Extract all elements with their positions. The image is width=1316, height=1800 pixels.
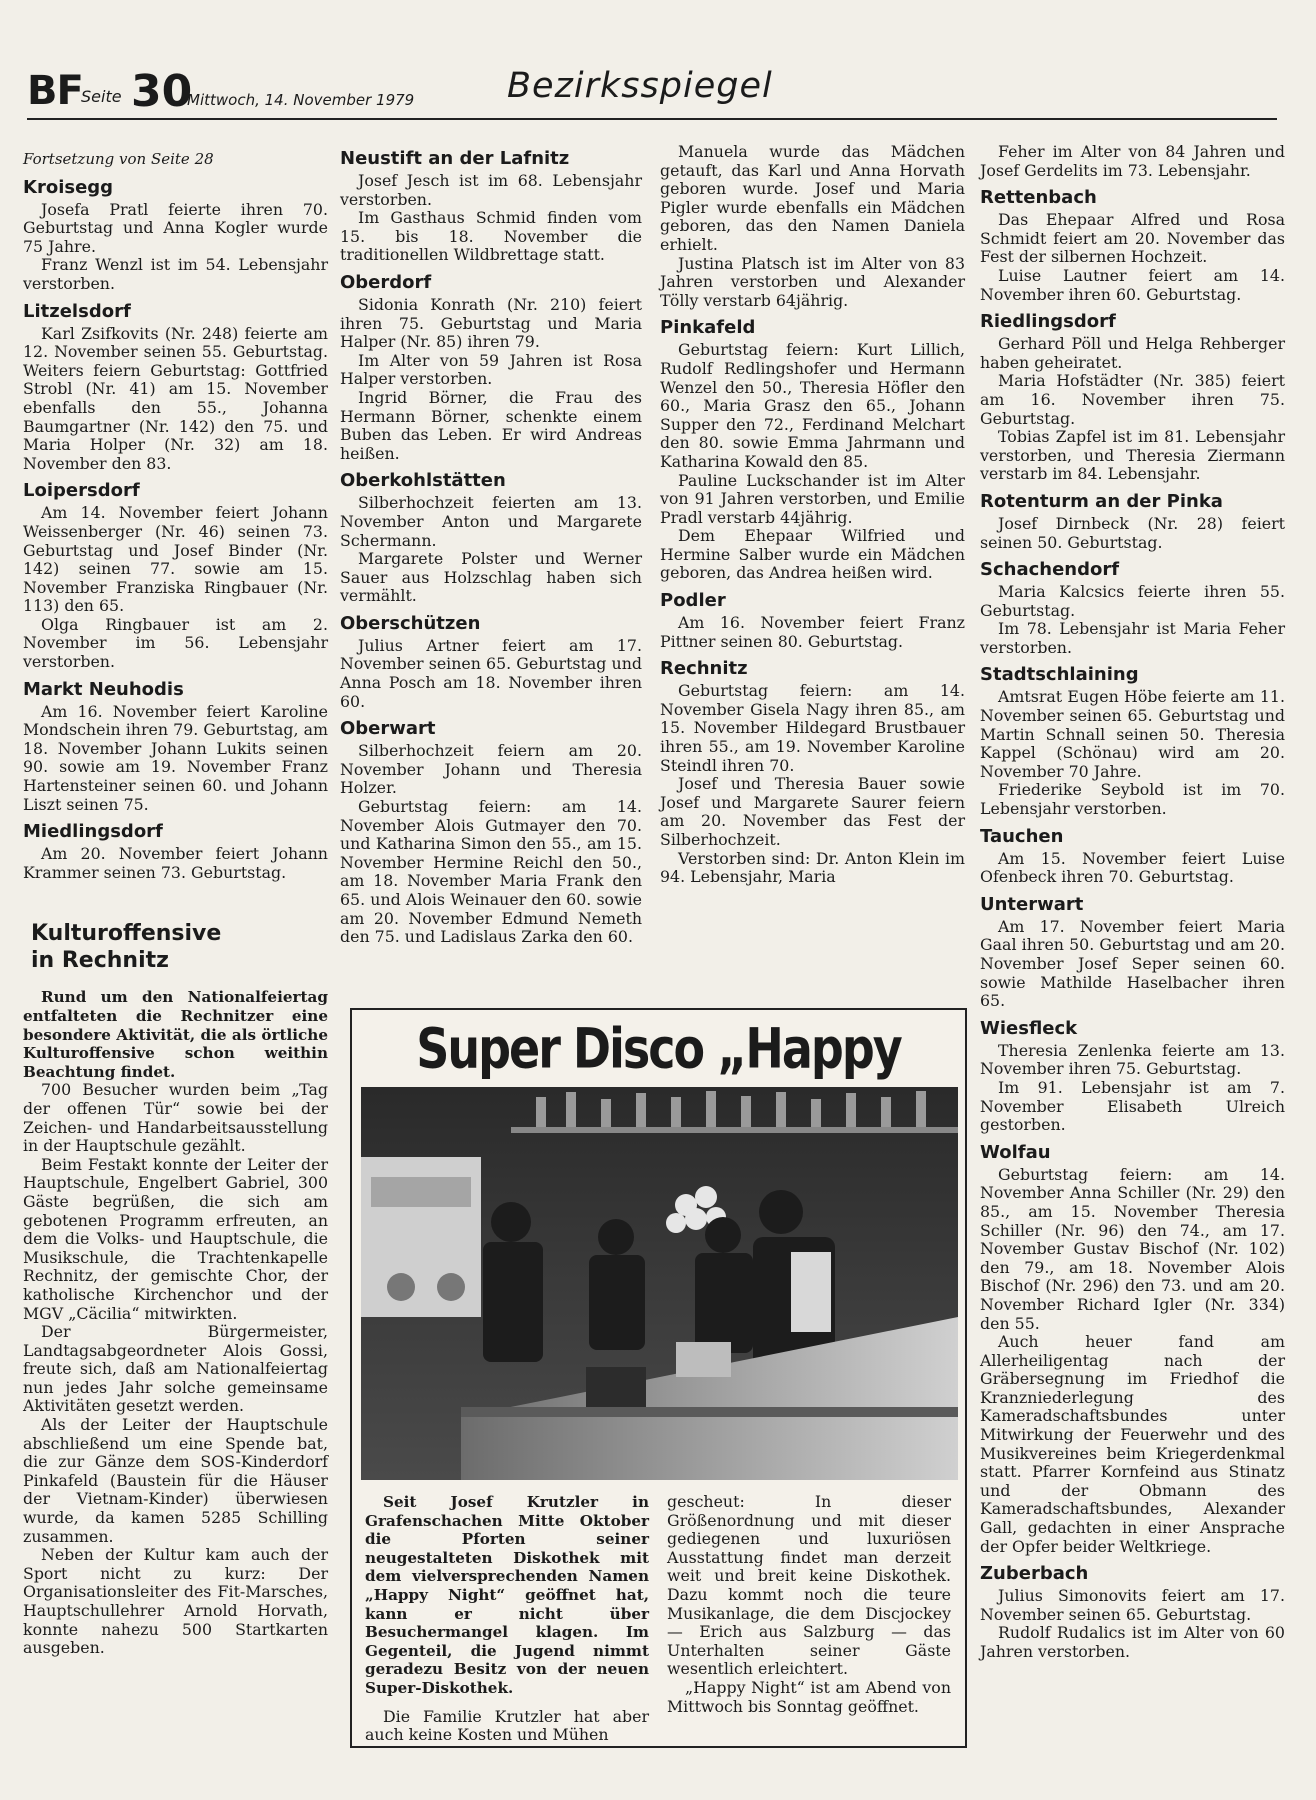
article-lead: Rund um den Nationalfeiertag entfalteten die Rechnitzer eine besondere Aktivität, die als örtliche Kulturoffensive schon weithin Beachtung findet. — [23, 988, 328, 1081]
continuation-note: Fortsetzung von Seite 28 — [23, 150, 214, 168]
news-paragraph: Josef Dirnbeck (Nr. 28) feiert seinen 50. Geburtstag. — [980, 513, 1285, 552]
news-paragraph: Silberhochzeit feiern am 20. November Johann und Theresia Holzer. — [340, 741, 642, 798]
page-number: 30 — [131, 66, 193, 117]
news-paragraph: Am 17. November feiert Maria Gaal ihren 50. Geburtstag und am 20. November Josef Seper seinen 60. sowie Mathilde Haselbacher ihren 65. — [980, 916, 1285, 1011]
article-paragraph: Beim Festakt konnte der Leiter der Hauptschule, Engelbert Gabriel, 300 Gäste begrüßen, die sich am gebotenen Programm erfreuten, an dem die Volks- und Hauptschule, die Musikschule, die Trachtenkapelle Rechnitz, der gemischte Chor, der katholische Kirchenchor und der MGV „Cäcilia“ mitwirkten. — [23, 1154, 328, 1323]
place-heading: Wolfau — [980, 1141, 1051, 1163]
news-paragraph: Geburtstag feiern: am 14. November Gisela Nagy ihren 85., am 15. November Hildegard Brustbauer ihren 55., am 19. November Karoline Steindl ihren 70. — [660, 681, 965, 775]
disco-column-left — [365, 1493, 649, 1745]
news-paragraph: Im 78. Lebensjahr ist Maria Feher verstorben. — [980, 619, 1285, 657]
news-paragraph: Julius Artner feiert am 17. November seinen 65. Geburtstag und Anna Posch am 18. November ihren 60. — [340, 635, 642, 711]
news-paragraph: Am 16. November feiert Karoline Mondschein ihren 79. Geburtstag, am 18. November Johann Lukits seinen 90. sowie am 19. November Franz Hartensteiner seinen 60. und Johann Liszt seinen 75. — [23, 701, 328, 814]
news-paragraph: Geburtstag feiern: am 14. November Alois Gutmayer den 70. und Katharina Simon den 55., am 15. November Hermine Reichl den 50., am 18. November Maria Frank den 65. und Alois Weinauer den 60. sowie am 20. November Edmund Nemeth den 75. und Ladislaus Zarka den 60. — [340, 797, 642, 947]
place-heading: Miedlingsdorf — [23, 821, 163, 843]
disco-paragraph: Die Familie Krutzler hat aber auch keine Kosten und Mühen — [365, 1706, 649, 1745]
place-heading: Rechnitz — [660, 658, 748, 680]
disco-article-box — [350, 1008, 967, 1748]
news-paragraph: Im 91. Lebensjahr ist am 7. November Elisabeth Ulreich gestorben. — [980, 1077, 1285, 1135]
news-paragraph: Tobias Zapfel ist im 81. Lebensjahr verstorben, und Theresia Ziermann verstarb im 84. Lebensjahr. — [980, 427, 1285, 484]
section-title: Bezirksspiegel — [507, 66, 773, 106]
news-paragraph: Julius Simonovits feiert am 17. November seinen 65. Geburtstag. — [980, 1586, 1285, 1624]
disco-column-right — [667, 1493, 951, 1716]
column-3 — [660, 143, 965, 887]
news-paragraph: Pauline Luckschander ist im Alter von 91 Jahren verstorben, und Emilie Pradl verstarb 44jährig. — [660, 470, 965, 527]
place-heading: Markt Neuhodis — [23, 678, 184, 700]
place-heading: Rettenbach — [980, 187, 1097, 209]
news-paragraph: Gerhard Pöll und Helga Rehberger haben geheiratet. — [980, 334, 1285, 372]
place-heading: Oberkohlstätten — [340, 470, 506, 492]
news-paragraph: Josef Jesch ist im 68. Lebensjahr verstorben. — [340, 171, 642, 209]
news-paragraph: Feher im Alter von 84 Jahren und Josef Gerdelits im 73. Lebensjahr. — [980, 142, 1285, 180]
disco-lead: Seit Josef Krutzler in Grafenschachen Mitte Oktober die Pforten seiner neugestalteten Diskothek mit dem vielversprechenden Namen „Happy Night“ geöffnet hat, kann er nicht über Besuchermangel klagen. Im Gegenteil, die Jugend nimmt geradezu Besitz von der neuen Super-Diskothek. — [365, 1493, 649, 1697]
news-paragraph: Silberhochzeit feierten am 13. November Anton und Margarete Schermann. — [340, 493, 642, 550]
page-label: Seite — [81, 87, 122, 106]
disco-photo-illustration — [361, 1087, 958, 1480]
article-paragraph: 700 Besucher wurden beim „Tag der offenen Tür“ sowie bei der Zeichen- und Handarbeitsausstellung in der Hauptschule gezählt. — [23, 1080, 328, 1156]
news-paragraph: Amtsrat Eugen Höbe feierte am 11. November seinen 65. Geburtstag und Martin Schnall seinen 50. Theresia Kappel (Schönau) wird am 20. November 70 Jahre. — [980, 687, 1285, 781]
place-heading: Unterwart — [980, 893, 1084, 915]
news-paragraph: Manuela wurde das Mädchen getauft, das Karl und Anna Horvath geboren wurde. Josef und Maria Pigler wurde ebenfalls ein Mädchen geboren, das den Namen Daniela erhielt. — [660, 142, 965, 254]
news-paragraph: Friederike Seybold ist im 70. Lebensjahr verstorben. — [980, 780, 1285, 819]
news-paragraph: Am 14. November feiert Johann Weissenberger (Nr. 46) seinen 73. Geburtstag und Josef Binder (Nr. 142) seinen 77. sowie am 15. November Franziska Ringbauer (Nr. 113) den 65. — [23, 503, 328, 616]
place-heading: Riedlingsdorf — [980, 311, 1116, 333]
place-heading: Kroisegg — [23, 176, 114, 198]
article-headline: Kulturoffensive in Rechnitz — [31, 921, 222, 974]
place-heading: Rotenturm an der Pinka — [980, 490, 1223, 512]
disco-headline: Super Disco „Happy — [416, 1016, 901, 1081]
news-paragraph: Im Gasthaus Schmid finden vom 15. bis 18. November die traditionellen Wildbrettage statt. — [340, 208, 642, 265]
place-heading: Oberdorf — [340, 271, 432, 293]
disco-paragraph: gescheut: In dieser Größenordnung und mit dieser gediegenen und luxuriösen Ausstattung findet man derzeit weit und breit keine Diskothek. Dazu kommt noch die teure Musikanlage, die dem Discjockey — Erich aus Salzburg — das Unterhalten seiner Gäste wesentlich erleichtert. — [667, 1492, 951, 1679]
place-heading: Pinkafeld — [660, 317, 756, 339]
news-paragraph: Rudolf Rudalics ist im Alter von 60 Jahren verstorben. — [980, 1623, 1285, 1661]
news-paragraph: Justina Platsch ist im Alter von 83 Jahren verstorben und Alexander Tölly verstarb 64jährig. — [660, 253, 965, 310]
news-paragraph: Margarete Polster und Werner Sauer aus Holzschlag haben sich vermählt. — [340, 549, 642, 606]
place-heading: Neustift an der Lafnitz — [340, 148, 570, 169]
news-paragraph: Ingrid Börner, die Frau des Hermann Börner, schenkte einem Buben das Leben. Er wird Andreas heißen. — [340, 387, 642, 463]
news-paragraph: Am 15. November feiert Luise Ofenbeck ihren 70. Geburtstag. — [980, 848, 1285, 887]
news-paragraph: Dem Ehepaar Wilfried und Hermine Salber wurde ein Mädchen geboren, das Andrea heißen wird. — [660, 526, 965, 583]
news-paragraph: Auch heuer fand am Allerheiligentag nach der Gräbersegnung im Friedhof die Kranzniederlegung des Kameradschaftsbundes unter Mitwirkung der Feuerwehr und des Musikvereines beim Kriegerdenkmal statt. Pfarrer Kornfeind aus Stinatz und der Obmann des Kameradschaftsbundes, Alexander Gall, gedachten in einer Ansprache der Opfer beider Weltkriege. — [980, 1332, 1285, 1556]
news-paragraph: Josef und Theresia Bauer sowie Josef und Margarete Saurer feiern am 20. November das Fest der Silberhochzeit. — [660, 774, 965, 849]
place-heading: Litzelsdorf — [23, 300, 131, 322]
news-paragraph: Das Ehepaar Alfred und Rosa Schmidt feiert am 20. November das Fest der silbernen Hochzeit. — [980, 210, 1285, 267]
place-heading: Oberschützen — [340, 612, 481, 634]
news-paragraph: Karl Zsifkovits (Nr. 248) feierte am 12. November seinen 55. Geburtstag. Weiters feiern Geburtstag: Gottfried Strobl (Nr. 41) am 15. November ebenfalls den 55., Johanna Baumgartner (Nr. 142) den 75. und Maria Holper (Nr. 32) am 18. November den 83. — [23, 323, 328, 473]
place-heading: Zuberbach — [980, 1563, 1089, 1585]
news-paragraph: Sidonia Konrath (Nr. 210) feiert ihren 75. Geburtstag und Maria Halper (Nr. 85) ihren 79. — [340, 294, 642, 352]
disco-photo — [361, 1087, 958, 1480]
disco-paragraph: „Happy Night“ ist am Abend von Mittwoch bis Sonntag geöffnet. — [667, 1677, 951, 1716]
news-paragraph: Luise Lautner feiert am 14. November ihren 60. Geburtstag. — [980, 265, 1285, 304]
place-heading: Schachendorf — [980, 559, 1120, 581]
news-paragraph: Am 16. November feiert Franz Pittner seinen 80. Geburtstag. — [660, 613, 965, 651]
article-paragraph: Neben der Kultur kam auch der Sport nicht zu kurz: Der Organisationsleiter des Fit-Marsches, Hauptschullehrer Arnold Horvath, konnte nahezu 500 Startkarten ausgeben. — [23, 1545, 328, 1658]
news-paragraph: Josefa Pratl feierte ihren 70. Geburtstag und Anna Kogler wurde 75 Jahre. — [23, 199, 328, 256]
column-2 — [340, 148, 642, 947]
issue-date: Mittwoch, 14. November 1979 — [187, 91, 415, 109]
column-4 — [980, 143, 1285, 1662]
place-heading: Tauchen — [980, 825, 1064, 847]
page-header — [27, 62, 1277, 120]
news-paragraph: Theresia Zenlenka feierte am 13. November ihren 75. Geburtstag. — [980, 1040, 1285, 1079]
place-heading: Oberwart — [340, 718, 436, 740]
news-paragraph: Maria Hofstädter (Nr. 385) feiert am 16. November ihren 75. Geburtstag. — [980, 371, 1285, 428]
news-paragraph: Geburtstag feiern: am 14. November Anna Schiller (Nr. 29) den 85., am 15. November Theresia Schiller (Nr. 96) den 74., am 17. November Gustav Bischof (Nr. 102) den 79., am 18. November Alois Bischof (Nr. 296) den 73. und am 20. November Richard Igler (Nr. 334) den 55. — [980, 1164, 1285, 1333]
news-paragraph: Im Alter von 59 Jahren ist Rosa Halper verstorben. — [340, 350, 642, 389]
news-paragraph: Verstorben sind: Dr. Anton Klein im 94. Lebensjahr, Maria — [660, 848, 965, 887]
article-paragraph: Als der Leiter der Hauptschule abschließend um eine Spende bat, die zur Gänze dem SOS-Kinderdorf Pinkafeld (Baustein für die Häuser der Vietnam-Kinder) überwiesen wurde, da kamen 5285 Schilling zusammen. — [23, 1415, 328, 1546]
place-heading: Wiesfleck — [980, 1017, 1078, 1039]
newspaper-logo: BF — [27, 68, 83, 114]
column-1 — [23, 150, 328, 1658]
news-paragraph: Geburtstag feiern: Kurt Lillich, Rudolf Redlingshofer und Hermann Wenzel den 50., Theresia Höfler den 60., Maria Grasz den 65., Johann Supper den 72., Ferdinand Melchart den 80. sowie Emma Jahrmann und Katharina Kowald den 85. — [660, 340, 965, 471]
news-paragraph: Olga Ringbauer ist am 2. November im 56. Lebensjahr verstorben. — [23, 614, 328, 672]
article-paragraph: Der Bürgermeister, Landtagsabgeordneter Alois Gossi, freute sich, daß am Nationalfeiertag nun jedes Jahr solche gemeinsame Aktivitäten gesetzt werden. — [23, 1322, 328, 1416]
place-heading: Podler — [660, 590, 726, 612]
place-heading: Loipersdorf — [23, 480, 140, 502]
news-paragraph: Am 20. November feiert Johann Krammer seinen 73. Geburtstag. — [23, 844, 328, 882]
news-paragraph: Franz Wenzl ist im 54. Lebensjahr verstorben. — [23, 255, 328, 293]
news-paragraph: Maria Kalcsics feierte ihren 55. Geburtstag. — [980, 582, 1285, 620]
place-heading: Stadtschlaining — [980, 664, 1139, 686]
